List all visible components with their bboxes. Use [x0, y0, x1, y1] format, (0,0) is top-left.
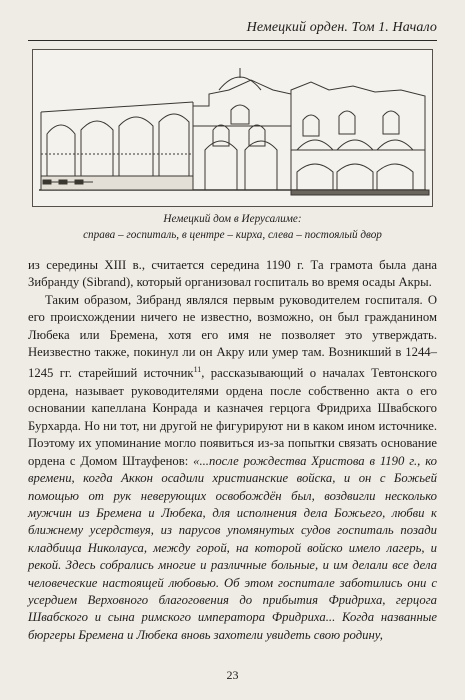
running-header [28, 14, 437, 44]
architectural-section-figure [32, 49, 433, 207]
quotation: «...после рождества Христова в 1190 г., ко времени, когда Аккон осадили христианские войска, и он с Божьей помощью от рук неверующих освобождён был, воздвигли несколько мужчин из Бремена и Любека, для исполнения дела Божьего, любви к ближнему усердствуя, из парусов упомянутых судов госпиталь позади кладбища Николауса, между горой, на которой войско имело лагерь, и рекой. Здесь собрались многие и различные больные, и им делали все дела человеческие настоящей любовью. Об этом госпитале заботились они с усердием Верховного благоговения до прибытия Фридриха, герцога Швабского и сына римского императора Фридриха... Когда названные бюргеры Бремена и Любека вновь захотели увидеть свою родину, [28, 453, 437, 642]
building-section-drawing [33, 50, 432, 206]
body-text [28, 257, 437, 644]
paragraph-2-text-cont: , рассказывающий о началах Тевтонского ордена, называет руководителями ордена после собственно акта о его основании капеллана Конрада и казначея герцога Фридриха Швабского Бурхарда. Но ни тот, ни другой не фигурируют ни в каком ином источнике. Поэтому их упоминание могло появиться из-за попытки связать основание ордена с Домом Штауфенов: [28, 366, 437, 468]
header-rule [28, 40, 437, 41]
footnote-marker: 11 [193, 365, 202, 375]
page-number: 23 [226, 668, 239, 682]
paragraph-2 [28, 292, 437, 644]
running-header-title: Немецкий орден. Том 1. Начало [246, 20, 437, 35]
figure-caption [28, 211, 437, 243]
caption-line-1: Немецкий дом в Иерусалиме: [163, 213, 302, 225]
paragraph-2-text: Таким образом, Зибранд являлся первым руководителем госпиталя. О его происхождении ничего не известно, возможно, он был гражданином Любека или Бремена, хотя его имя не позволяет это утверждать. Неизвестно также, покинул ли он Акру или умер там. Возникший в 1244–1245 гг. старейший источник [28, 292, 437, 381]
caption-line-2: справа – госпиталь, в центре – кирха, слева – постоялый двор [83, 229, 382, 241]
paragraph-1: из середины XIII в., считается середина 1190 г. Та грамота была дана Зибранду (Sibrand), который организовал госпиталь во время осады Акры. [28, 258, 437, 290]
